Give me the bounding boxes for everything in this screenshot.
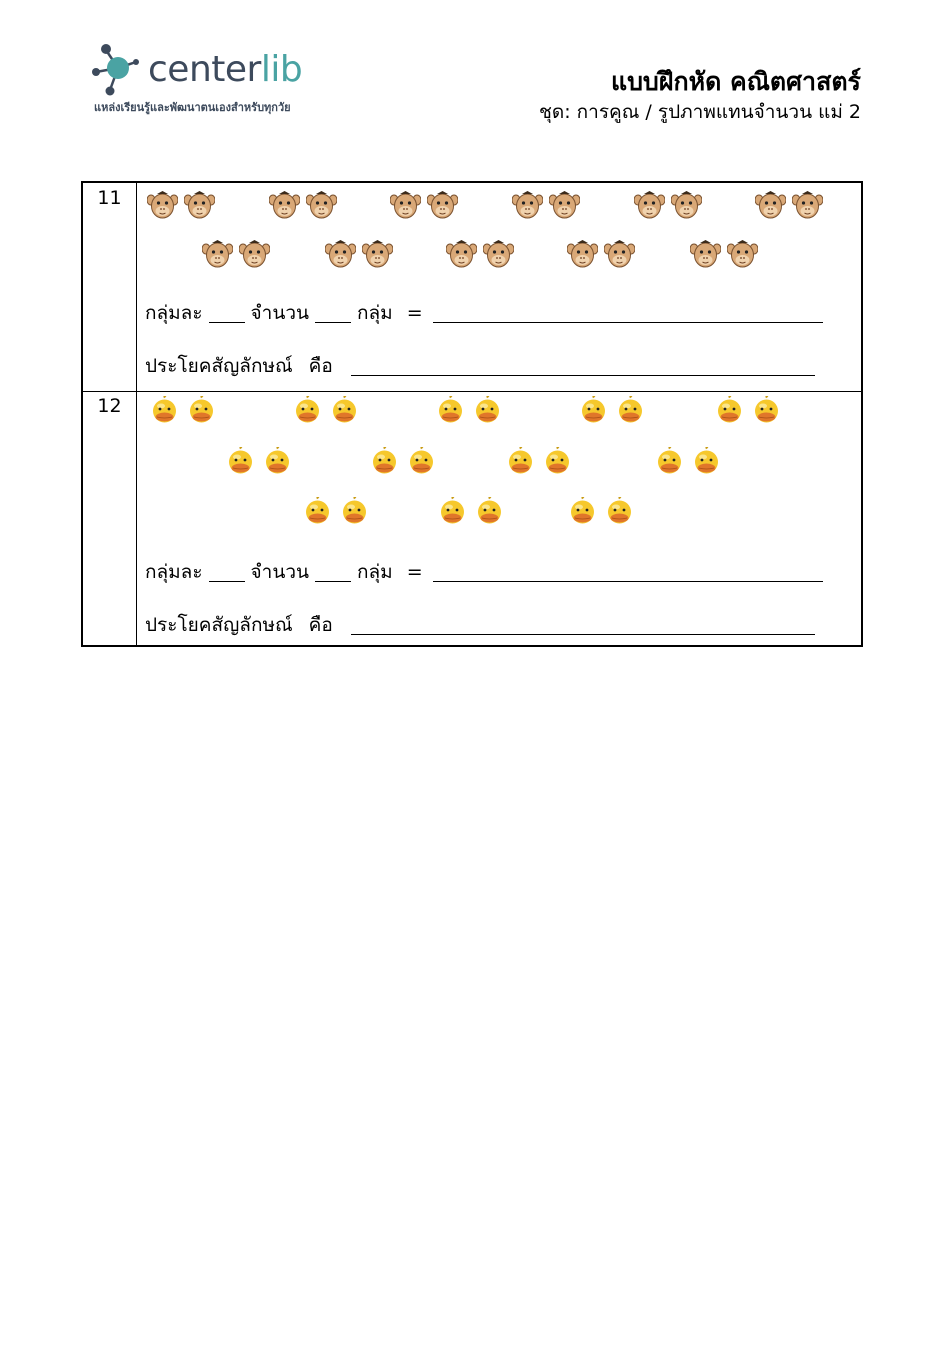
monkey-icon [549,190,580,220]
duck-icon [615,396,646,426]
duck-icon [302,497,333,527]
monkey-icon [202,239,233,269]
duck-icon [578,396,609,426]
monkey-icon [483,239,514,269]
duck-icon [474,497,505,527]
monkey-icon [755,190,786,220]
monkey-icon [239,239,270,269]
duck-icon [604,497,635,527]
problem-number: 11 [97,187,122,209]
monkey-icon [792,190,823,220]
monkey-icon [727,239,758,269]
duck-icon [714,396,745,426]
duck-icon [435,396,466,426]
duck-icon [654,447,685,477]
monkey-icon [671,190,702,220]
per-group-label: กลุ่มละ [145,561,203,583]
duck-icon [472,396,503,426]
monkey-icon [512,190,543,220]
duck-icon [329,396,360,426]
monkey-icon [306,190,337,220]
duck-icon [225,447,256,477]
monkey-icon [147,190,178,220]
duck-icon [437,497,468,527]
duck-icon [262,447,293,477]
duck-icon [751,396,782,426]
per-group-label: กลุ่มละ [145,302,203,324]
brand-logo [92,42,352,117]
total-blank[interactable] [433,580,823,582]
page-subtitle: ชุด: การคูณ / รูปภาพแทนจำนวน แม่ 2 [539,101,861,123]
number-sentence-label: ประโยคสัญลักษณ์ [145,355,293,377]
duck-icon [505,447,536,477]
monkey-icon [690,239,721,269]
problem-number: 12 [97,395,122,417]
answer-line-groups [145,557,823,587]
is-label: คือ [308,355,333,377]
duck-icon [339,497,370,527]
number-sentence-label: ประโยคสัญลักษณ์ [145,614,293,636]
monkey-icon [604,239,635,269]
monkey-icon [269,190,300,220]
logo-wordmark: centerlib [148,49,303,90]
worksheet-table [81,181,863,647]
is-label: คือ [308,614,333,636]
monkey-icon [184,190,215,220]
group-label: กลุ่ม [356,302,393,324]
total-blank[interactable] [433,321,823,323]
duck-icon [691,447,722,477]
duck-icon [149,396,180,426]
monkey-icon [325,239,356,269]
monkey-icon [362,239,393,269]
duck-icon [406,447,437,477]
equals-sign: = [406,302,423,324]
monkey-icon [390,190,421,220]
number-sentence-blank[interactable] [351,374,815,376]
logo-tagline: แหล่งเรียนรู้และพัฒนาตนเองสำหรับทุกวัย [94,101,291,114]
per-group-blank[interactable] [209,321,245,323]
per-group-blank[interactable] [209,580,245,582]
equals-sign: = [406,561,423,583]
duck-icon [567,497,598,527]
count-label: จำนวน [250,561,309,583]
number-sentence-blank[interactable] [351,633,815,635]
monkey-icon [427,190,458,220]
duck-icon [186,396,217,426]
monkey-icon [634,190,665,220]
duck-icon [292,396,323,426]
duck-icon [542,447,573,477]
group-label: กลุ่ม [356,561,393,583]
answer-line-sentence [145,610,815,640]
page-title: แบบฝึกหัด คณิตศาสตร์ [610,67,861,96]
monkey-icon [567,239,598,269]
problem-row-12 [83,391,861,647]
count-label: จำนวน [250,302,309,324]
monkey-icon [446,239,477,269]
problem-row-11 [83,183,861,392]
molecule-logo-icon [92,42,148,98]
group-count-blank[interactable] [315,580,351,582]
answer-line-sentence [145,351,815,381]
duck-icon [369,447,400,477]
answer-line-groups [145,298,823,328]
group-count-blank[interactable] [315,321,351,323]
